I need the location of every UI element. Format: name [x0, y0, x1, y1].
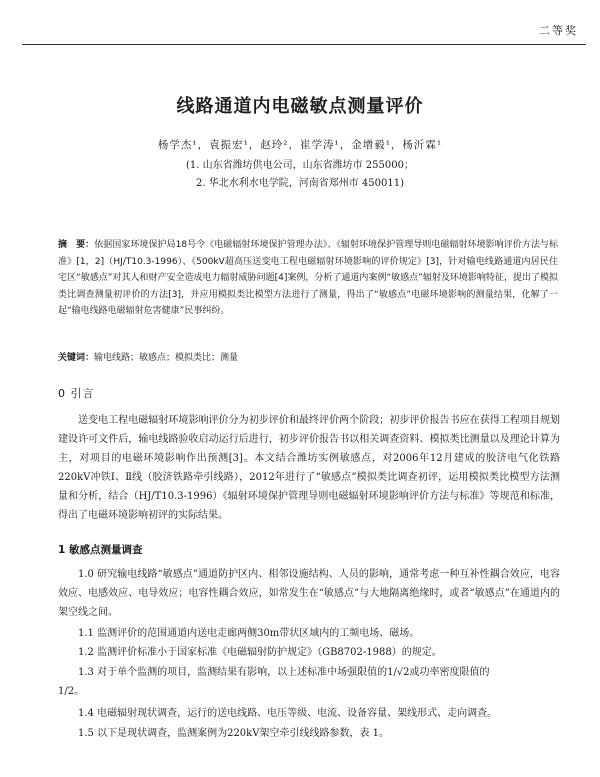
section-1-heading: 1 敏感点测量调查: [58, 544, 143, 556]
item-1-3-continued: 1/2。: [58, 686, 85, 697]
item-1-2: 1.2 监测评价标准小于国家标准《电磁辐射防护规定》（GB8702-1988）的规定。: [78, 647, 442, 658]
abstract-text: 依据国家环境保护局18号令《电磁辐射环境保护管理办法》、《辐射环境保护管理导则电磁辐射环境影响评价方法与标准》[1，2]（HJ/T10.3-1996）、《500kV超高压送变电工程电磁辐射环境影响的评价规定》[3]，针对输电线路通道内居民住宅区“敏感点”对其人和财产安全造成电力辐射威胁问题[4]案例，分析了通道内案例“敏感点”辐射及环境影响特征，提出了模拟类比调查测量初评价的方法[3]，并应用模拟类比模型方法进行了测量，得出了“敏感点”电磁环境影响的测量结果，化解了一起“输电线路电磁辐射危害健康”民事纠纷。: [58, 240, 558, 316]
section-0-paragraph: 送变电工程电磁辐射环境影响评价分为初步评价和最终评价两个阶段；初步评价报告书应在获得工程项目规划建设许可文件后，输电线路验收启动运行后进行，初步评价报告书以相关调查资料、模拟类比测量以及理论计算为主，对项目的电磁环境影响作出预测[3]。本文结合潍坊实例敏感点，对2006年12月建成的胶济电气化铁路220kV冲铁Ⅰ、Ⅱ线（胶济铁路牵引线路），2012年进行了“敏感点”模拟类比调查初评，运用模拟类比模型方法测量和分析，结合（HJ/T10.3-1996）《辐射环境保护管理导则电磁辐射环境影响评价方法与标准》等规范和标准，得出了电磁环境影响初评的实际结果。: [58, 415, 560, 521]
item-1-5: 1.5 以下是现状调查，监测案例为220kV架空牵引线线路参数，表 1。: [78, 728, 389, 739]
affiliation-2: 2. 华北水利水电学院，河南省郑州市 450011): [196, 178, 404, 189]
award-tag: 二等奖: [539, 24, 578, 37]
affiliation-1: (1. 山东省潍坊供电公司，山东省潍坊市 255000；: [186, 160, 414, 171]
keywords-text: 输电线路；敏感点；模拟类比；测量: [94, 353, 239, 363]
section-1-0-paragraph: 1.0 研究输电线路“敏感点”通道防护区内、相邻设施结构、人员的影响，通常考虑一种互补性耦合效应，电容效应、电感效应、电导效应；电容性耦合效应，如常发生在“敏感点”与大地隔离绝缘时，或者“敏感点”在通道内的架空线之间。: [58, 569, 560, 618]
item-1-3: 1.3 对于单个监测的项目，监测结果有影响，以上述标准中场强限值的1/√2或功率密度限值的: [78, 667, 490, 678]
header-rule: [22, 44, 586, 45]
author-list: 杨学杰¹，袁振宏¹，赵玲²，崔学涛¹，金增毅¹，杨沂霖¹: [157, 139, 443, 151]
keywords-label: 关键词：: [58, 353, 95, 363]
section-0-heading: 0 引言: [58, 387, 95, 400]
paper-title: 线路通道内电磁敏点测量评价: [176, 96, 424, 117]
abstract: [58, 237, 558, 320]
keywords: [58, 350, 558, 363]
abstract-label: 摘 要：: [58, 240, 95, 250]
item-1-1: 1.1 监测评价的范围通道内送电走廊两侧30m带状区域内的工频电场、磁场。: [78, 628, 420, 639]
item-1-4: 1.4 电磁辐射现状调查，运行的送电线路、电压等级、电流、设备容量、架线形式、走向调查。: [78, 708, 498, 719]
